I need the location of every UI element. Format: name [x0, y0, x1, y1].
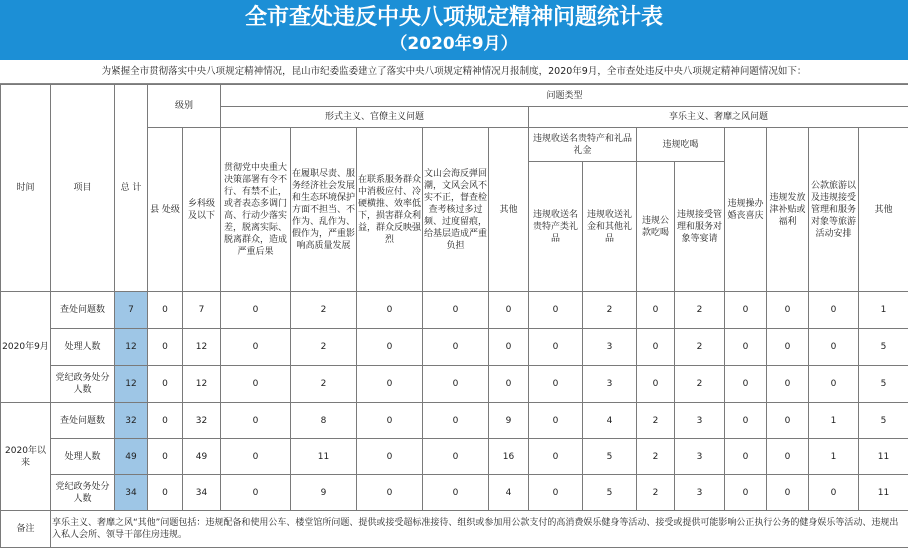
value-cell: 0 [423, 439, 489, 475]
value-cell: 2 [291, 292, 357, 329]
value-cell: 0 [767, 403, 809, 439]
value-cell: 2 [637, 475, 675, 511]
value-cell: 0 [489, 292, 529, 329]
value-cell: 3 [675, 439, 725, 475]
header-f3: 在联系服务群众中消极应付、冷硬横推、效率低下，损害群众利益，群众反映强烈 [357, 128, 423, 292]
row-label: 查处问题数 [51, 403, 115, 439]
value-cell: 0 [221, 366, 291, 403]
header-problem-type: 问题类型 [221, 85, 908, 107]
value-cell: 2 [675, 292, 725, 329]
value-cell: 4 [489, 475, 529, 511]
title-banner [0, 0, 908, 60]
value-cell: 16 [489, 439, 529, 475]
value-cell: 0 [357, 403, 423, 439]
value-cell: 0 [637, 329, 675, 366]
header-township: 乡科级及以下 [183, 128, 221, 292]
value-cell: 0 [725, 292, 767, 329]
value-cell: 0 [423, 366, 489, 403]
table-row [1, 403, 908, 439]
township-cell: 34 [183, 475, 221, 511]
value-cell: 0 [809, 329, 859, 366]
value-cell: 0 [357, 329, 423, 366]
value-cell: 0 [725, 403, 767, 439]
header-time: 时间 [1, 85, 51, 292]
value-cell: 0 [357, 366, 423, 403]
header-h1: 违规操办婚丧喜庆 [725, 128, 767, 292]
value-cell: 0 [529, 329, 583, 366]
intro-text: 为紧握全市贯彻落实中央八项规定精神情况，昆山市纪委监委建立了落实中央八项规定精神情况月报制度，2020年9月，全市查处违反中央八项规定精神问题情况如下： [0, 60, 908, 84]
value-cell: 0 [767, 366, 809, 403]
value-cell: 8 [291, 403, 357, 439]
group-time-cell: 2020年以来 [1, 403, 51, 511]
value-cell: 0 [423, 475, 489, 511]
value-cell: 0 [221, 439, 291, 475]
value-cell: 5 [859, 329, 908, 366]
county-cell: 0 [148, 403, 183, 439]
value-cell: 1 [859, 292, 908, 329]
value-cell: 5 [859, 366, 908, 403]
county-cell: 0 [148, 475, 183, 511]
header-level: 级别 [148, 85, 221, 128]
header-g1: 违规收送名贵特产类礼品 [529, 162, 583, 292]
value-cell: 0 [637, 366, 675, 403]
value-cell: 5 [583, 439, 637, 475]
table-row [1, 475, 908, 511]
header-h4: 其他 [859, 128, 908, 292]
value-cell: 0 [221, 475, 291, 511]
value-cell: 0 [809, 475, 859, 511]
total-cell: 49 [115, 439, 148, 475]
row-label: 处理人数 [51, 329, 115, 366]
value-cell: 11 [291, 439, 357, 475]
value-cell: 2 [637, 403, 675, 439]
value-cell: 0 [489, 329, 529, 366]
value-cell: 0 [725, 439, 767, 475]
value-cell: 4 [583, 403, 637, 439]
value-cell: 3 [675, 403, 725, 439]
value-cell: 0 [529, 475, 583, 511]
group-time-cell: 2020年9月 [1, 292, 51, 403]
header-gift-group: 违规收送名贵特产和礼品礼金 [529, 128, 637, 162]
row-label: 查处问题数 [51, 292, 115, 329]
header-f5: 其他 [489, 128, 529, 292]
header-g2: 违规收送礼金和其他礼品 [583, 162, 637, 292]
header-h2: 违规发放津补贴或福利 [767, 128, 809, 292]
township-cell: 49 [183, 439, 221, 475]
total-cell: 34 [115, 475, 148, 511]
row-label: 党纪政务处分人数 [51, 366, 115, 403]
value-cell: 0 [221, 329, 291, 366]
value-cell: 0 [725, 329, 767, 366]
township-cell: 32 [183, 403, 221, 439]
value-cell: 11 [859, 475, 908, 511]
total-cell: 32 [115, 403, 148, 439]
value-cell: 9 [291, 475, 357, 511]
value-cell: 2 [675, 366, 725, 403]
value-cell: 0 [767, 329, 809, 366]
value-cell: 0 [423, 403, 489, 439]
value-cell: 0 [423, 292, 489, 329]
value-cell: 0 [357, 439, 423, 475]
row-label: 党纪政务处分人数 [51, 475, 115, 511]
header-e1: 违规公款吃喝 [637, 162, 675, 292]
value-cell: 2 [291, 366, 357, 403]
value-cell: 0 [221, 403, 291, 439]
value-cell: 0 [725, 475, 767, 511]
county-cell: 0 [148, 329, 183, 366]
value-cell: 2 [675, 329, 725, 366]
township-cell: 12 [183, 366, 221, 403]
value-cell: 0 [637, 292, 675, 329]
value-cell: 0 [529, 403, 583, 439]
value-cell: 0 [357, 475, 423, 511]
value-cell: 0 [767, 292, 809, 329]
header-formalism: 形式主义、官僚主义问题 [221, 107, 529, 128]
county-cell: 0 [148, 366, 183, 403]
value-cell: 2 [583, 292, 637, 329]
value-cell: 0 [529, 439, 583, 475]
value-cell: 9 [489, 403, 529, 439]
page-title: 全市查处违反中央八项规定精神问题统计表 [244, 5, 663, 30]
header-eat-group: 违规吃喝 [637, 128, 725, 162]
header-h3: 公款旅游以及违规接受管理和服务对象等旅游活动安排 [809, 128, 859, 292]
header-county: 县 处级 [148, 128, 183, 292]
value-cell: 5 [859, 403, 908, 439]
value-cell: 0 [725, 366, 767, 403]
value-cell: 0 [423, 329, 489, 366]
value-cell: 0 [529, 366, 583, 403]
header-total: 总 计 [115, 85, 148, 292]
value-cell: 0 [529, 292, 583, 329]
table-row [1, 366, 908, 403]
township-cell: 7 [183, 292, 221, 329]
total-cell: 7 [115, 292, 148, 329]
header-f4: 文山会海反弹回潮，文风会风不实不正，督查检查考核过多过频、过度留痕，给基层造成严重负担 [423, 128, 489, 292]
value-cell: 1 [809, 403, 859, 439]
county-cell: 0 [148, 292, 183, 329]
value-cell: 2 [637, 439, 675, 475]
value-cell: 0 [221, 292, 291, 329]
value-cell: 3 [583, 329, 637, 366]
township-cell: 12 [183, 329, 221, 366]
value-cell: 3 [675, 475, 725, 511]
statistics-table [0, 84, 908, 548]
value-cell: 0 [357, 292, 423, 329]
row-label: 处理人数 [51, 439, 115, 475]
total-cell: 12 [115, 329, 148, 366]
note-text: 享乐主义、奢靡之风“其他”问题包括：违规配备和使用公车、楼堂馆所问题、提供或接受超标准接待、组织或参加用公款支付的高消费娱乐健身等活动、接受或提供可能影响公正执行公务的健身娱乐等活动、违规出入私人会所、领导干部住房违规。 [51, 511, 908, 548]
value-cell: 0 [489, 366, 529, 403]
value-cell: 11 [859, 439, 908, 475]
value-cell: 0 [809, 366, 859, 403]
value-cell: 2 [291, 329, 357, 366]
header-hedonism: 享乐主义、奢靡之风问题 [529, 107, 908, 128]
table-row [1, 292, 908, 329]
value-cell: 0 [809, 292, 859, 329]
page-subtitle: （2020年9月） [390, 34, 518, 54]
header-f2: 在履职尽责、服务经济社会发展和生态环境保护方面不担当、不作为、乱作为、假作为，严重影响高质量发展 [291, 128, 357, 292]
table-row [1, 439, 908, 475]
header-e2: 违规接受管理和服务对象等宴请 [675, 162, 725, 292]
county-cell: 0 [148, 439, 183, 475]
table-row [1, 329, 908, 366]
value-cell: 3 [583, 366, 637, 403]
value-cell: 5 [583, 475, 637, 511]
value-cell: 0 [767, 439, 809, 475]
note-label: 备注 [1, 511, 51, 548]
value-cell: 0 [767, 475, 809, 511]
value-cell: 1 [809, 439, 859, 475]
header-item: 项目 [51, 85, 115, 292]
total-cell: 12 [115, 366, 148, 403]
header-f1: 贯彻党中央重大决策部署有令不行、有禁不止，或者表态多调门高、行动少落实差，脱离实际、脱离群众，造成严重后果 [221, 128, 291, 292]
